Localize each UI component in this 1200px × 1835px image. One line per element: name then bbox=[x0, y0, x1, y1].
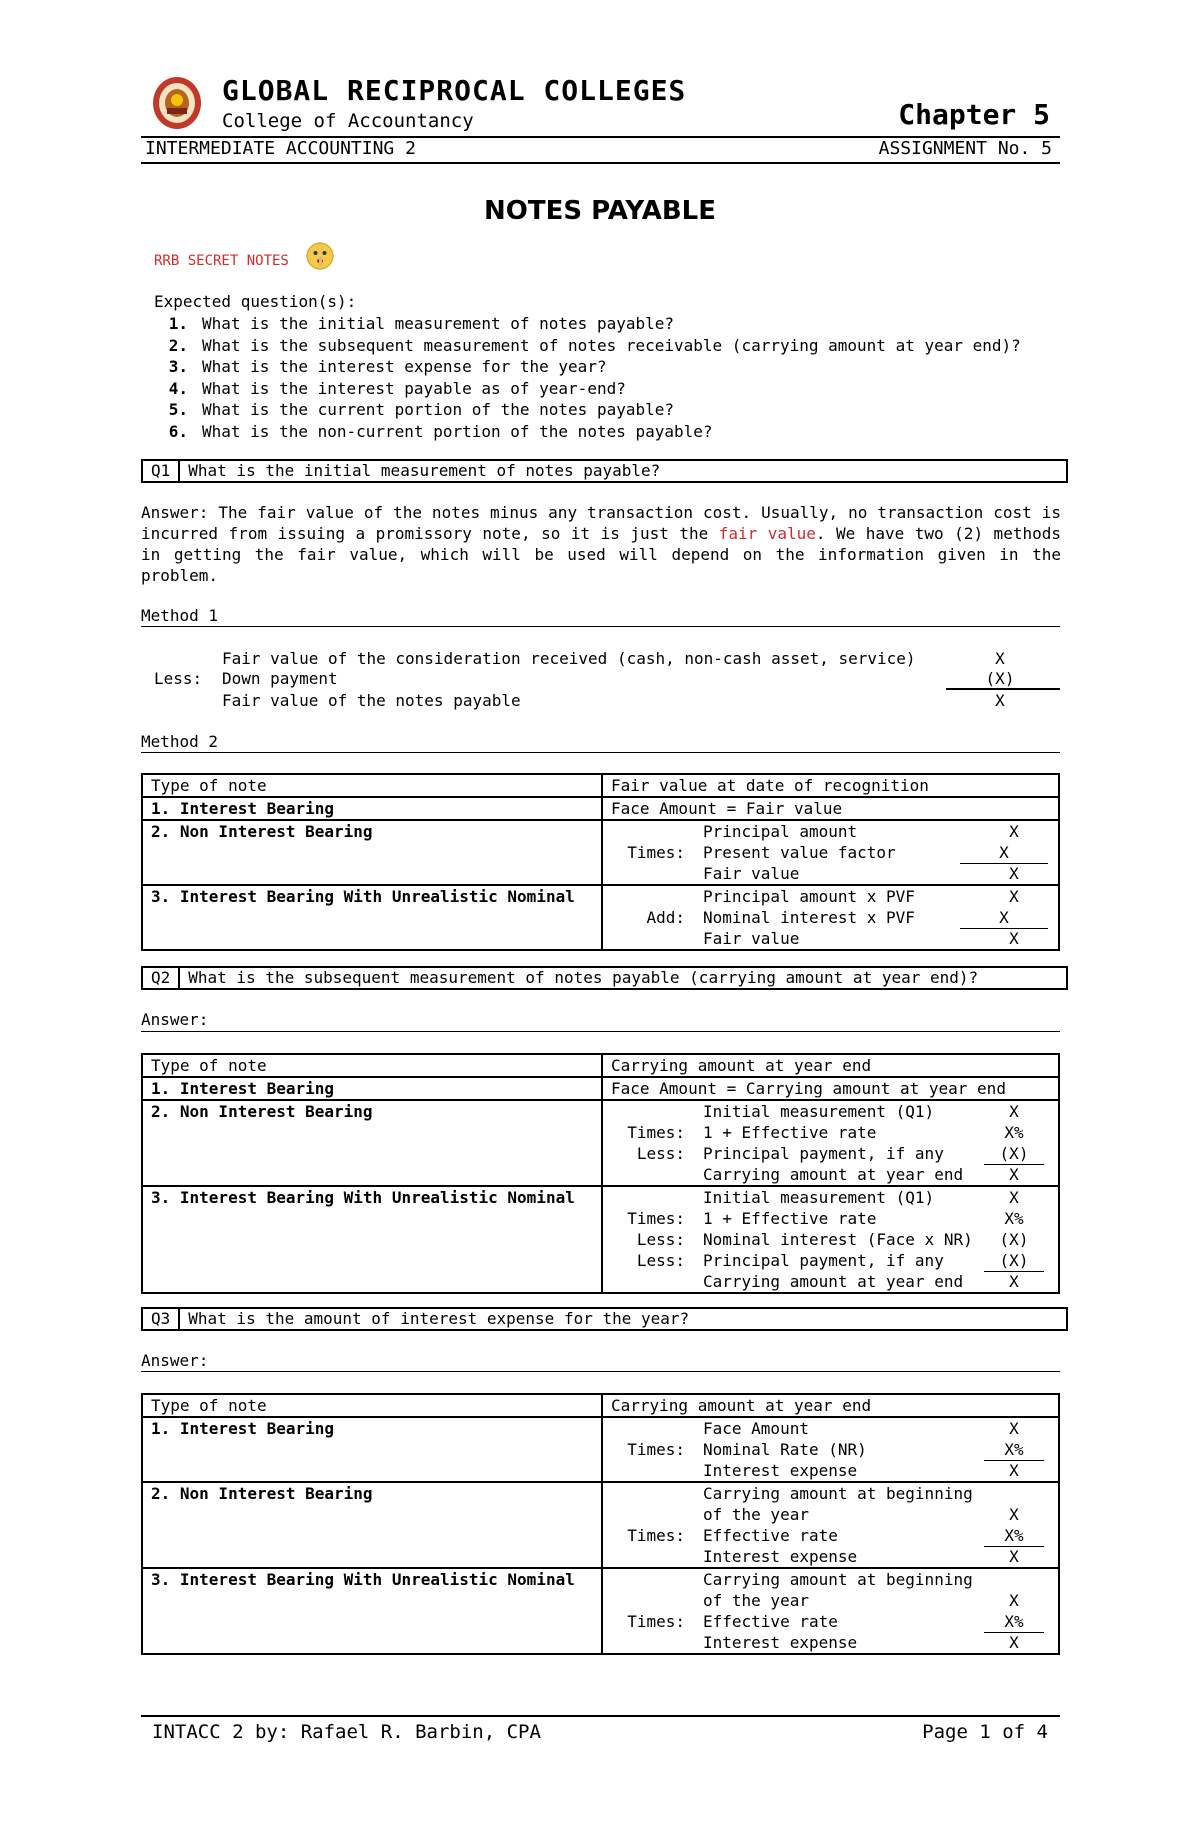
shushing-face-icon bbox=[306, 242, 334, 270]
method1-line2: Down payment bbox=[222, 669, 338, 688]
table-row bbox=[142, 1482, 1059, 1568]
method1-line1: Fair value of the consideration received (cash, non-cash asset, service) bbox=[222, 649, 916, 668]
school-name: GLOBAL RECIPROCAL COLLEGES bbox=[222, 74, 687, 107]
subject-label: INTERMEDIATE ACCOUNTING 2 bbox=[145, 138, 416, 159]
method1-label: Method 1 bbox=[141, 606, 219, 625]
table-cell: Principal amount x PVF X Add: Nominal interest x PVF X Fair value X bbox=[602, 885, 1059, 950]
table-cell: 3. Interest Bearing With Unrealistic Nominal bbox=[142, 885, 602, 950]
table-row bbox=[142, 820, 1059, 885]
table-row bbox=[142, 1417, 1059, 1482]
list-item: 5. What is the current portion of the notes payable? bbox=[168, 400, 675, 419]
method1-total-rule bbox=[946, 688, 1060, 690]
table-row bbox=[142, 1186, 1059, 1293]
method2-rule bbox=[141, 752, 1060, 753]
list-item: 3. What is the interest expense for the year? bbox=[168, 357, 607, 376]
table-cell: 2. Non Interest Bearing bbox=[142, 1482, 602, 1568]
method1-less: Less: bbox=[154, 669, 203, 688]
answer2-rule bbox=[141, 1031, 1060, 1032]
table-cell: 3. Interest Bearing With Unrealistic Nominal bbox=[142, 1568, 602, 1654]
page-title: NOTES PAYABLE bbox=[483, 196, 717, 226]
method1-line3: Fair value of the notes payable bbox=[222, 691, 521, 710]
table-cell: 2. Non Interest Bearing bbox=[142, 820, 602, 885]
table-cell: 1. Interest Bearing bbox=[142, 797, 602, 820]
table-cell: Carrying amount at beginning of the year X Times: Effective rate X% Interest expense X bbox=[602, 1568, 1059, 1654]
table-header-cell: Fair value at date of recognition bbox=[602, 774, 1059, 797]
method1-rule bbox=[141, 626, 1060, 627]
assignment-label: ASSIGNMENT No. 5 bbox=[878, 138, 1052, 159]
table-header-cell: Carrying amount at year end bbox=[602, 1054, 1059, 1077]
q2-number: Q2 bbox=[151, 968, 171, 987]
table-cell: Face Amount = Fair value bbox=[602, 797, 1059, 820]
college-name: College of Accountancy bbox=[222, 110, 474, 132]
table-row bbox=[142, 1077, 1059, 1100]
table-header-cell: Type of note bbox=[142, 1394, 602, 1417]
q3-table bbox=[141, 1393, 1060, 1655]
q1-text: What is the initial measurement of notes payable? bbox=[188, 461, 661, 480]
table-cell: Carrying amount at beginning of the year X Times: Effective rate X% Interest expense X bbox=[602, 1482, 1059, 1568]
table-cell: Principal amount X Times: Present value factor X Fair value X bbox=[602, 820, 1059, 885]
table-cell: Face Amount X Times: Nominal Rate (NR) X% Interest expense X bbox=[602, 1417, 1059, 1482]
q2-table bbox=[141, 1053, 1060, 1294]
page-number: Page 1 of 4 bbox=[922, 1721, 1048, 1743]
list-item: 1. What is the initial measurement of notes payable? bbox=[168, 314, 675, 333]
table-header-cell: Type of note bbox=[142, 1054, 602, 1077]
secret-notes-label: RRB SECRET NOTES bbox=[154, 253, 289, 269]
table-row bbox=[142, 885, 1059, 950]
method1-value1: X bbox=[995, 649, 1005, 668]
table-cell: 1. Interest Bearing bbox=[142, 1417, 602, 1482]
expected-questions-label: Expected question(s): bbox=[154, 292, 357, 311]
list-item: 6. What is the non-current portion of the notes payable? bbox=[168, 421, 713, 441]
college-seal-logo bbox=[152, 76, 202, 130]
chapter-label: Chapter 5 bbox=[898, 98, 1050, 131]
q3-box bbox=[141, 1307, 1068, 1331]
footer-author: INTACC 2 by: Rafael R. Barbin, CPA bbox=[152, 1721, 541, 1743]
table-header-cell: Type of note bbox=[142, 774, 602, 797]
method1-value2: (X) bbox=[985, 669, 1015, 688]
method2-label: Method 2 bbox=[141, 732, 219, 751]
table-cell: 3. Interest Bearing With Unrealistic Nominal bbox=[142, 1186, 602, 1293]
table-header-cell: Carrying amount at year end bbox=[602, 1394, 1059, 1417]
expected-questions-list bbox=[154, 313, 1021, 442]
answer3-rule bbox=[141, 1371, 1060, 1372]
q2-text: What is the subsequent measurement of notes payable (carrying amount at year end)? bbox=[188, 968, 979, 987]
table-row bbox=[142, 774, 1059, 797]
table-row bbox=[142, 1054, 1059, 1077]
answer1-paragraph: Answer: The fair value of the notes minus any transaction cost. Usually, no transaction cost is incurred from issuing a promissory note, so it is just the fair value. We have two (2) methods in getting the fair value, which will be used will depend on the information given in the problem. bbox=[141, 503, 1061, 585]
q1-number: Q1 bbox=[151, 461, 171, 480]
table-row bbox=[142, 1394, 1059, 1417]
footer-rule bbox=[141, 1715, 1060, 1717]
list-item: 2. What is the subsequent measurement of notes receivable (carrying amount at year end)? bbox=[168, 335, 1021, 355]
table-row bbox=[142, 1100, 1059, 1186]
fair-value-highlight: fair value bbox=[718, 524, 816, 543]
q1-box bbox=[141, 459, 1068, 483]
header-rule-bottom bbox=[141, 162, 1060, 164]
method2-table bbox=[141, 773, 1060, 951]
q3-number: Q3 bbox=[151, 1309, 171, 1328]
table-cell: Initial measurement (Q1) X Times: 1 + Effective rate X% Less: Nominal interest (Face x NR) (X) Less: Principal payment, if any (X) Carrying amount at year end X bbox=[602, 1186, 1059, 1293]
q2-box bbox=[141, 966, 1068, 990]
table-cell: Initial measurement (Q1) X Times: 1 + Effective rate X% Less: Principal payment, if any (X) Carrying amount at year end X bbox=[602, 1100, 1059, 1186]
table-cell: Face Amount = Carrying amount at year end bbox=[602, 1077, 1059, 1100]
q3-text: What is the amount of interest expense for the year? bbox=[188, 1309, 690, 1328]
table-row bbox=[142, 1568, 1059, 1654]
answer2-label: Answer: bbox=[141, 1010, 209, 1029]
list-item: 4. What is the interest payable as of year-end? bbox=[168, 378, 626, 398]
answer3-label: Answer: bbox=[141, 1351, 209, 1370]
table-cell: 1. Interest Bearing bbox=[142, 1077, 602, 1100]
table-row bbox=[142, 797, 1059, 820]
table-cell: 2. Non Interest Bearing bbox=[142, 1100, 602, 1186]
method1-value3: X bbox=[995, 691, 1005, 710]
